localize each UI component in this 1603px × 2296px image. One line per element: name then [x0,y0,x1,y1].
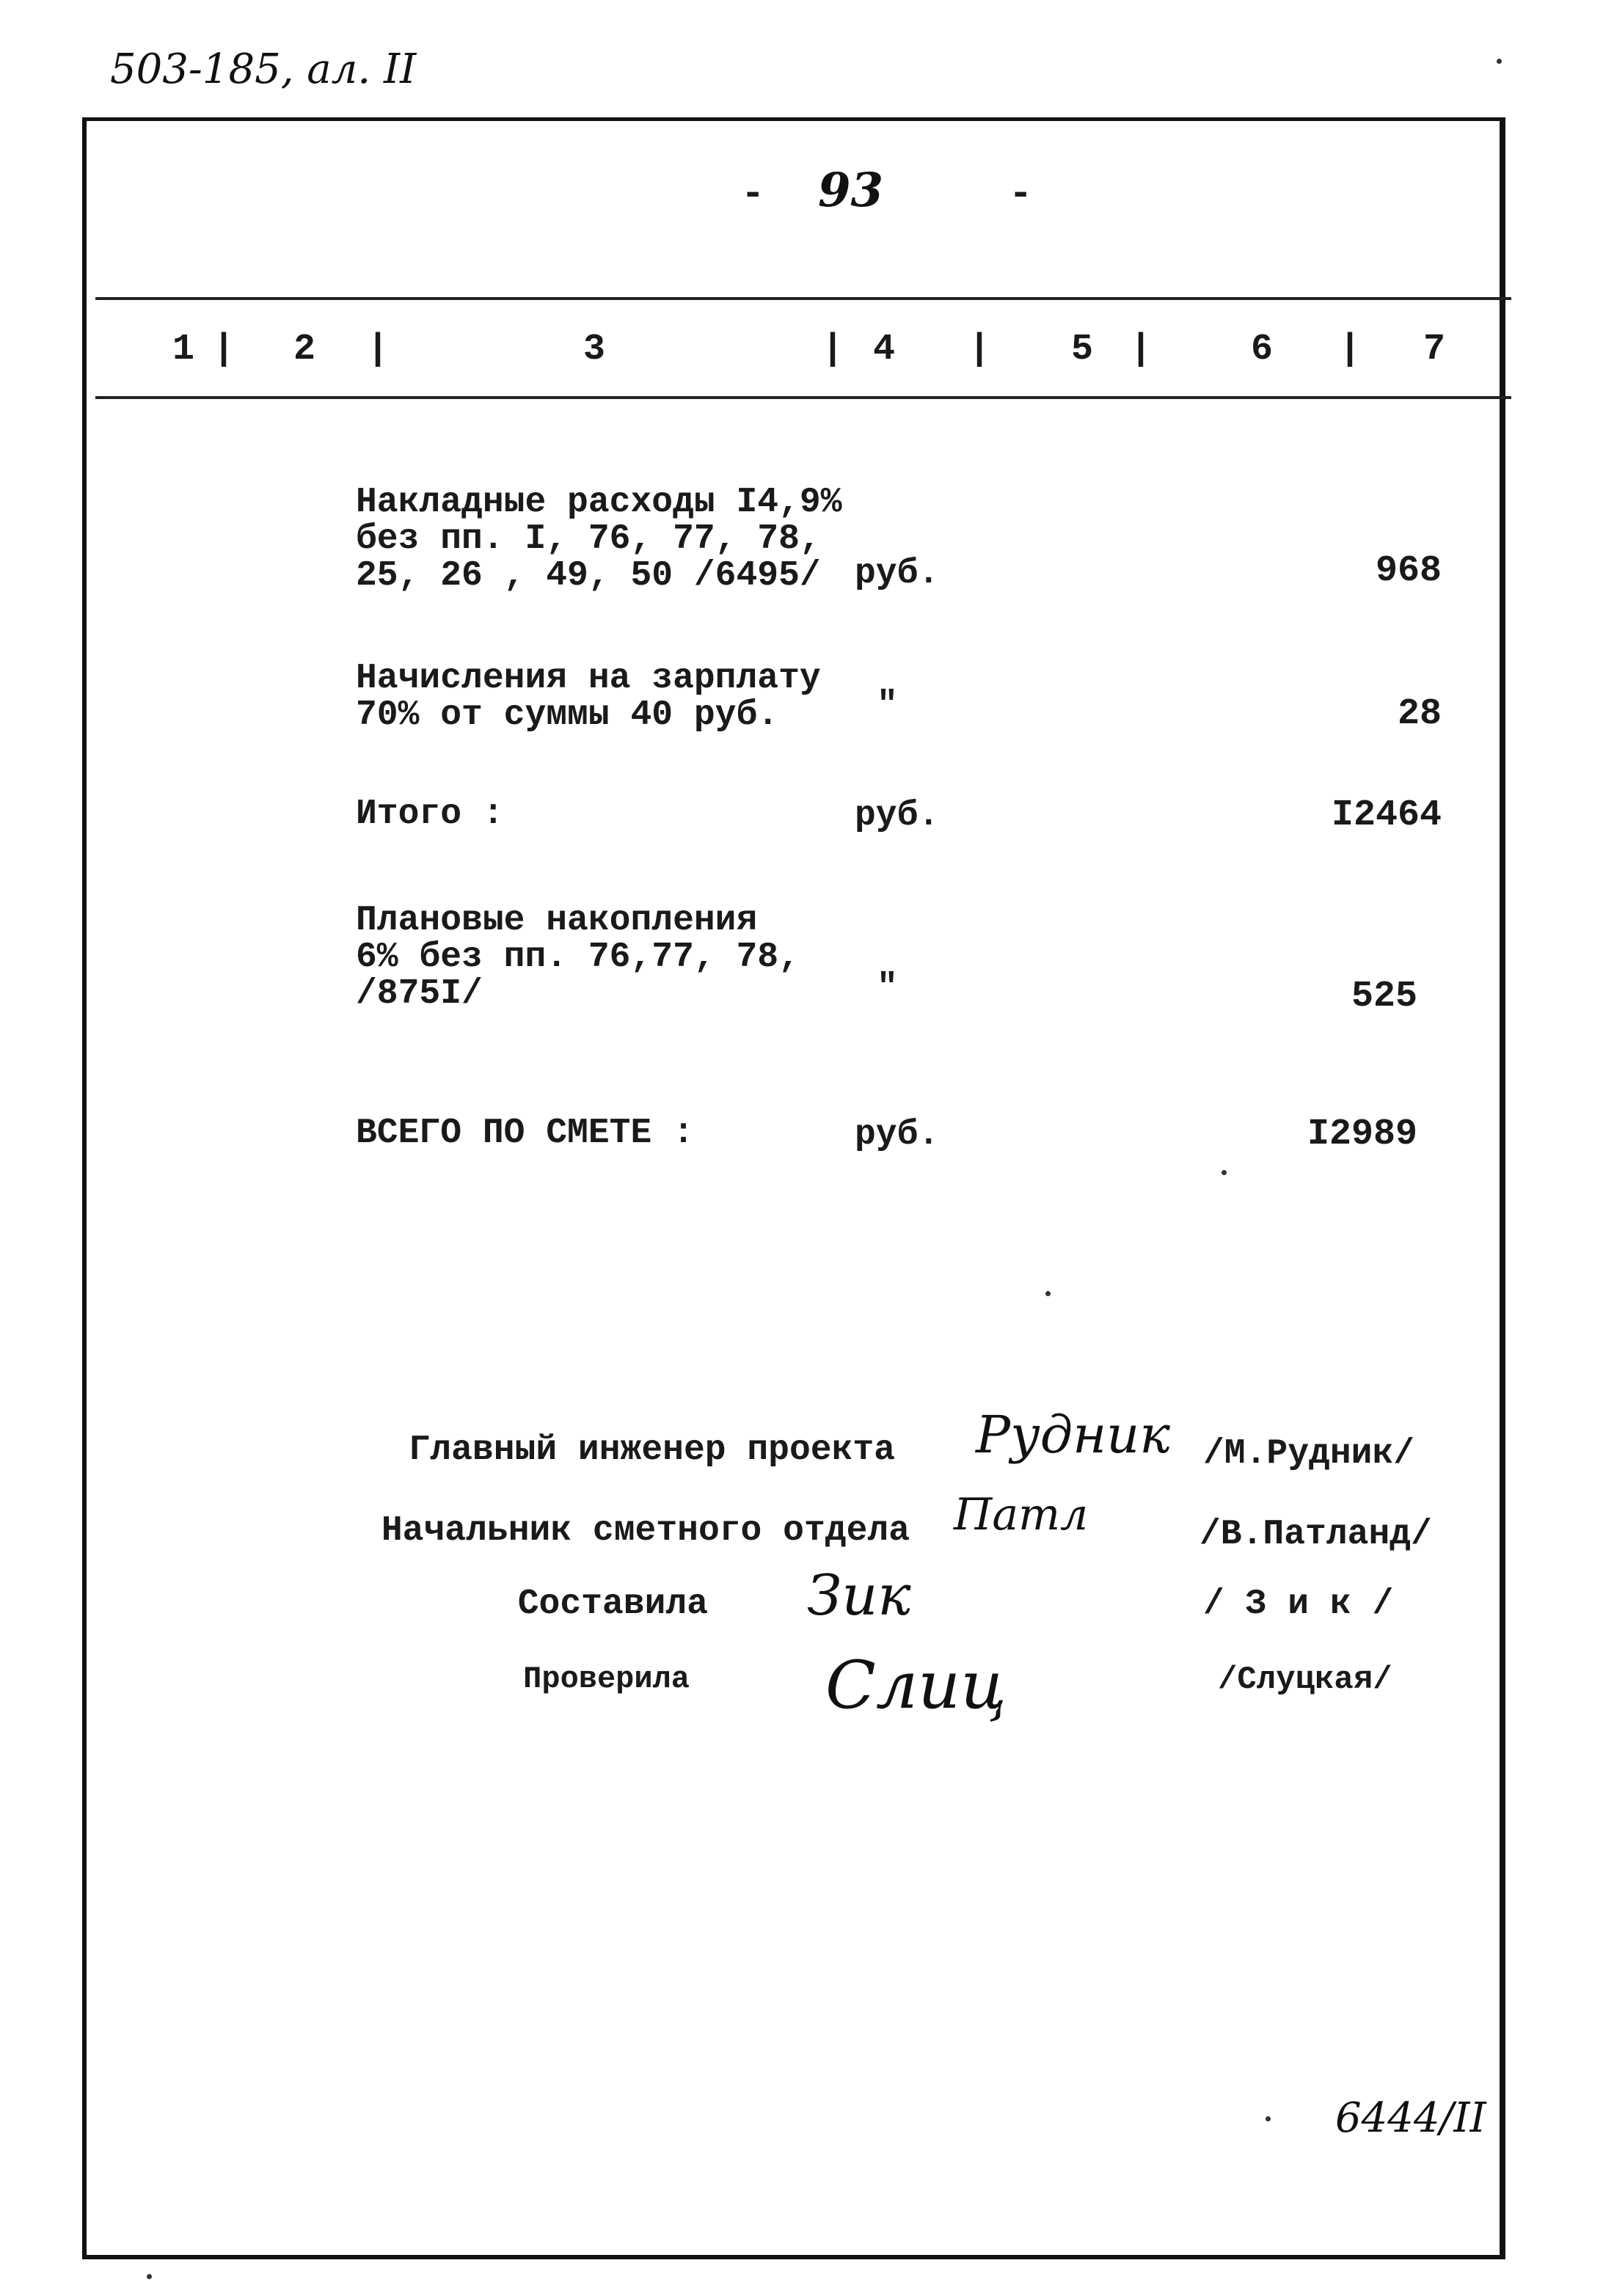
row-total-unit: руб. [855,1115,940,1155]
signature-checked-by: Слиц [825,1647,1007,1724]
scan-speck [1222,1170,1227,1175]
column-number: 4 [873,329,896,370]
column-separator: | [968,329,991,370]
column-number: 2 [293,329,316,370]
signature-compiled-by: Зик [807,1562,911,1628]
column-separator: | [822,329,844,370]
page-frame [82,117,1505,2259]
page-number-dash-right: - [1009,172,1033,217]
row-overhead-description: Накладные расходы I4,9% без пп. I, 76, 77, 78, 25, 26 , 49, 50 /6495/ [356,483,842,596]
signatory-title-estimate-head: Начальник сметного отдела [381,1511,910,1551]
row-payroll-unit: " [877,686,898,725]
row-overhead-unit: руб. [855,554,940,593]
table-header-bottom-rule [95,396,1511,399]
row-subtotal-description: Итого : [356,794,504,834]
scan-speck [147,2274,152,2279]
row-subtotal-amount: I2464 [1331,794,1442,836]
row-overhead-amount: 968 [1375,550,1442,592]
column-separator: | [1339,329,1362,370]
archive-reference: 6444/II [1335,2094,1486,2142]
scan-speck [1497,59,1502,64]
signatory-title-chief-engineer: Главный инженер проекта [409,1430,895,1470]
column-separator: | [213,329,235,370]
signatory-title-compiled-by: Составила [517,1584,708,1624]
signatory-name-checked-by: /Слуцкая/ [1218,1661,1392,1698]
column-number: 1 [172,329,195,370]
signature-estimate-head: Патл [954,1489,1089,1540]
column-separator: | [1130,329,1153,370]
signatory-name-compiled-by: / З и к / [1203,1584,1394,1624]
document-reference: 503-185, ал. II [110,45,417,93]
column-number: 7 [1423,329,1446,370]
column-number: 5 [1071,329,1094,370]
row-planned-description: Плановые накопления 6% без пп. 76,77, 78, /875I/ [356,901,800,1014]
table-header-top-rule [95,297,1511,300]
row-planned-amount: 525 [1351,976,1417,1017]
row-total-description: ВСЕГО ПО СМЕТЕ : [356,1114,694,1153]
row-payroll-amount: 28 [1397,693,1442,735]
row-subtotal-unit: руб. [855,796,940,836]
signatory-name-chief-engineer: /М.Рудник/ [1203,1434,1415,1474]
row-payroll-description: Начисления на зарплату 70% от суммы 40 руб. [356,659,821,735]
signatory-name-estimate-head: /В.Патланд/ [1199,1515,1432,1554]
signatory-title-checked-by: Проверила [523,1661,690,1697]
page-number-dash-left: - [741,172,765,217]
row-total-amount: I2989 [1307,1114,1417,1155]
scan-speck [1045,1291,1051,1296]
column-number: 6 [1251,329,1274,370]
row-planned-unit: " [877,968,898,1008]
column-separator: | [367,329,390,370]
scan-speck [1266,2116,1271,2121]
column-number: 3 [583,329,606,370]
page-number: 93 [818,163,884,218]
signature-chief-engineer: Рудник [976,1405,1171,1465]
